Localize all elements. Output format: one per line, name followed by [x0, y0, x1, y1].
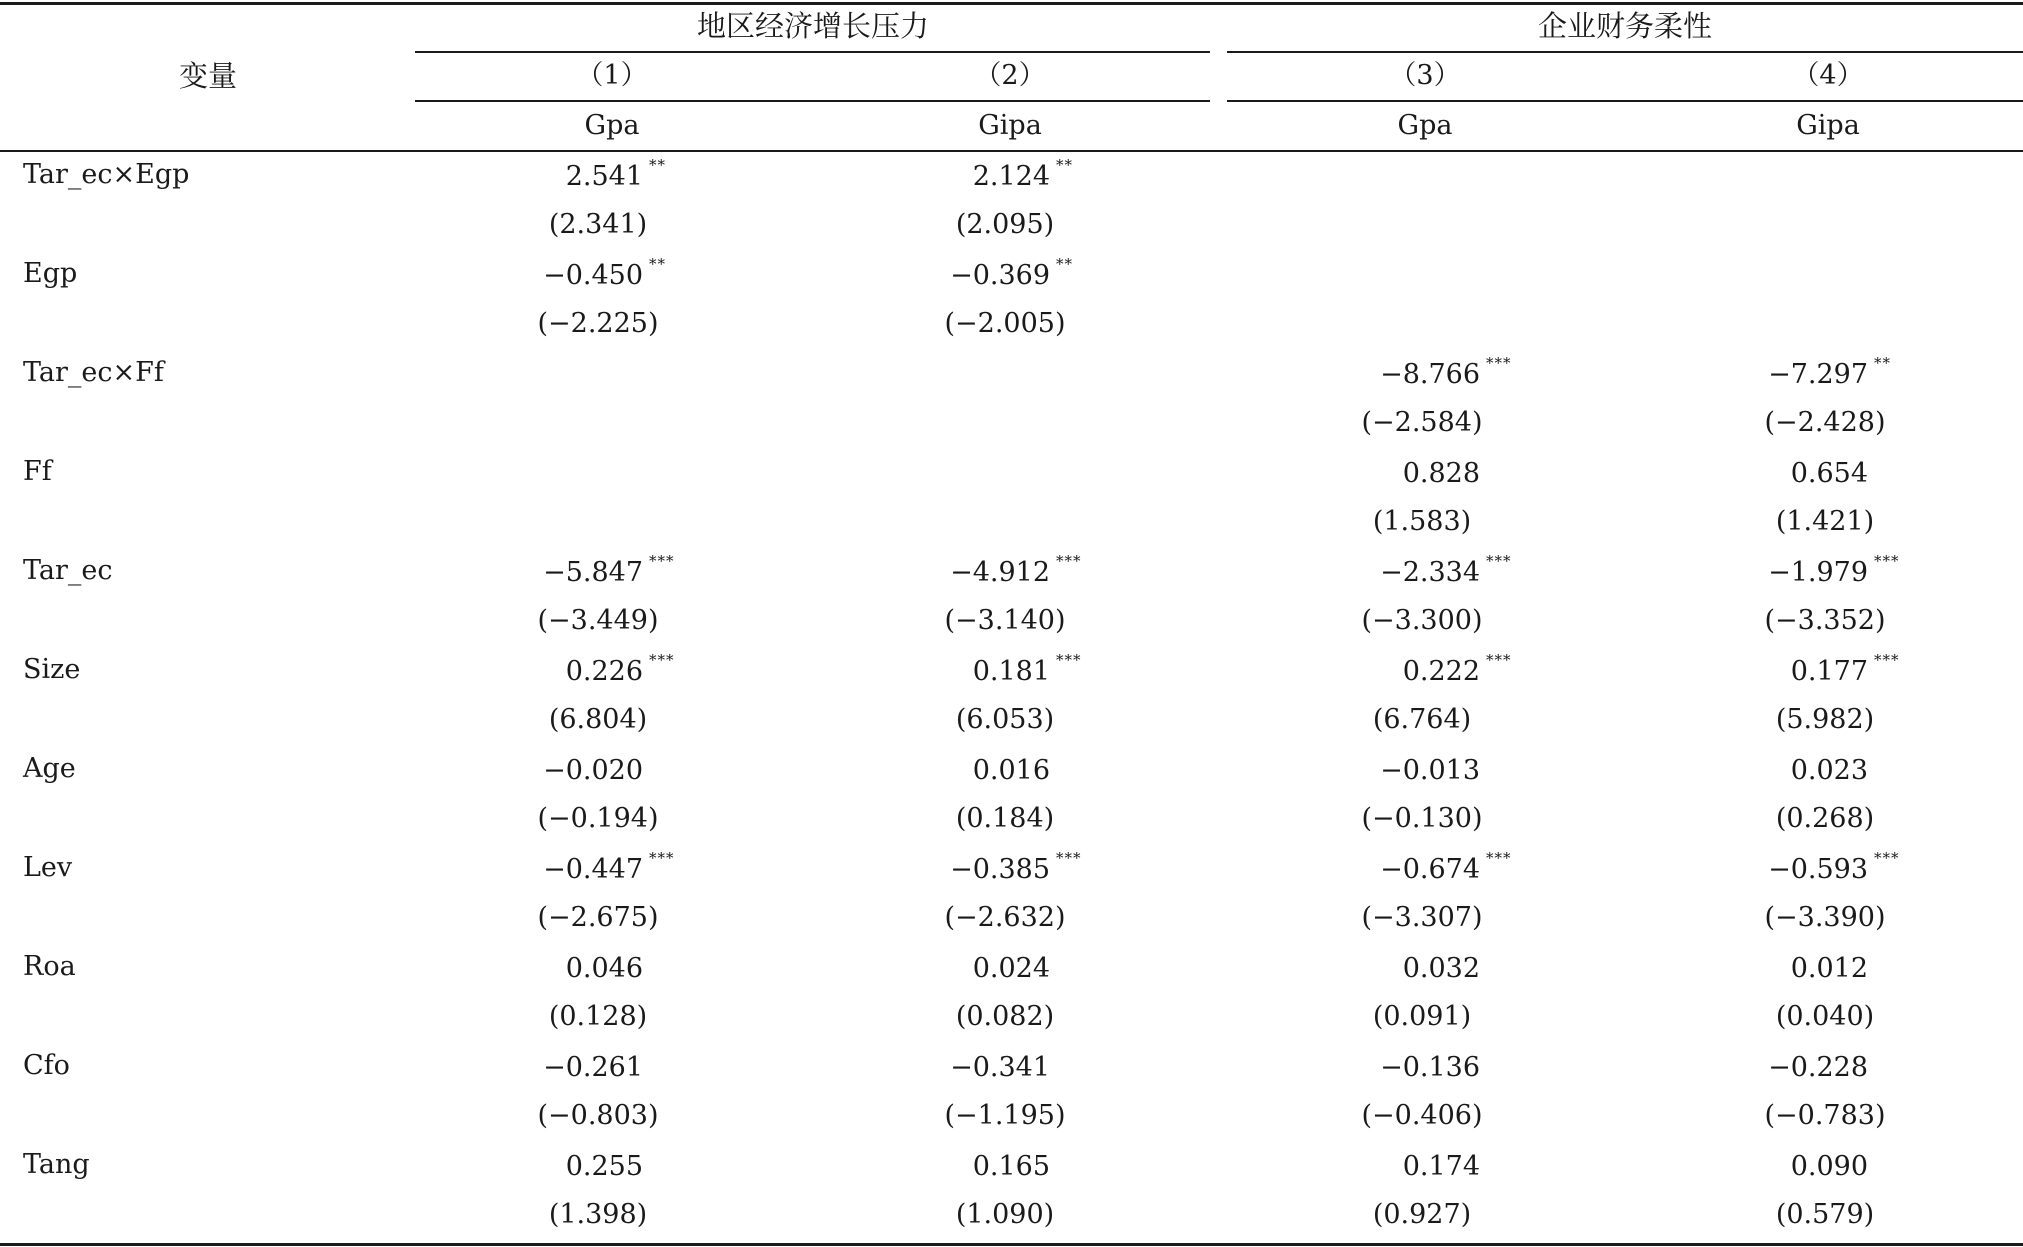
significance-stars: *** [1056, 849, 1082, 867]
t-statistic: (−2.428) [1764, 407, 1886, 438]
t-statistic: (−0.783) [1764, 1100, 1886, 1131]
significance-stars: *** [1486, 651, 1512, 669]
significance-stars: *** [1486, 552, 1512, 570]
row-label: Ff [23, 456, 52, 487]
coefficient: 0.226 [565, 656, 643, 687]
top-rule [0, 2, 2023, 5]
colnum-rule-left [415, 100, 1210, 102]
group-header-1: 地区经济增长压力 [696, 9, 930, 43]
bottom-rule [0, 1243, 2023, 1246]
t-statistic: (0.128) [548, 1001, 648, 1032]
coefficient: 2.541 [565, 161, 643, 192]
coefficient: −0.450 [543, 260, 643, 291]
significance-stars: *** [1486, 849, 1512, 867]
dependent-variable-2: Gipa [978, 110, 1042, 141]
coefficient: −7.297 [1768, 359, 1868, 390]
t-statistic: (6.053) [955, 704, 1055, 735]
coefficient: 0.046 [565, 953, 643, 984]
t-statistic: (−2.225) [537, 308, 659, 339]
column-number-1: （1） [576, 60, 648, 91]
significance-stars: *** [649, 849, 675, 867]
row-label: Egp [23, 258, 78, 289]
t-statistic: (−0.194) [537, 803, 659, 834]
dependent-variable-3: Gpa [1397, 110, 1453, 141]
t-statistic: (−3.307) [1361, 902, 1483, 933]
t-statistic: (2.095) [955, 209, 1055, 240]
group-rule-left [415, 51, 1210, 53]
t-statistic: (−2.675) [537, 902, 659, 933]
coefficient: −2.334 [1380, 557, 1480, 588]
coefficient: 0.654 [1790, 458, 1868, 489]
coefficient: 0.023 [1790, 755, 1868, 786]
coefficient: −0.385 [950, 854, 1050, 885]
header-bottom-rule [0, 150, 2023, 152]
coefficient: 2.124 [972, 161, 1050, 192]
significance-stars: *** [1874, 849, 1900, 867]
variable-header: 变量 [178, 59, 238, 93]
coefficient: −0.369 [950, 260, 1050, 291]
row-label: Lev [23, 852, 73, 883]
coefficient: −1.979 [1768, 557, 1868, 588]
coefficient: −0.136 [1380, 1052, 1480, 1083]
row-label: Tar_ec×Ff [23, 357, 164, 388]
coefficient: 0.016 [972, 755, 1050, 786]
row-label: Roa [23, 951, 76, 982]
t-statistic: (1.421) [1775, 506, 1875, 537]
coefficient: −0.593 [1768, 854, 1868, 885]
t-statistic: (6.764) [1372, 704, 1472, 735]
dependent-variable-1: Gpa [584, 110, 640, 141]
row-label: Tar_ec [23, 555, 113, 586]
t-statistic: (−0.406) [1361, 1100, 1483, 1131]
group-rule-right [1227, 51, 2023, 53]
coefficient: 0.165 [972, 1151, 1050, 1182]
significance-stars: *** [1874, 651, 1900, 669]
coefficient: 0.174 [1402, 1151, 1480, 1182]
coefficient: 0.090 [1790, 1151, 1868, 1182]
coefficient: −0.020 [543, 755, 643, 786]
t-statistic: (5.982) [1775, 704, 1875, 735]
significance-stars: ** [1056, 255, 1073, 273]
significance-stars: ** [649, 156, 666, 174]
row-label: Tar_ec×Egp [23, 159, 190, 190]
t-statistic: (−3.449) [537, 605, 659, 636]
coefficient: 0.181 [972, 656, 1050, 687]
t-statistic: (−0.803) [537, 1100, 659, 1131]
coefficient: −0.341 [950, 1052, 1050, 1083]
column-number-3: （3） [1389, 60, 1461, 91]
t-statistic: (0.268) [1775, 803, 1875, 834]
t-statistic: (1.583) [1372, 506, 1472, 537]
coefficient: 0.222 [1402, 656, 1480, 687]
significance-stars: *** [1056, 552, 1082, 570]
coefficient: −0.447 [543, 854, 643, 885]
coefficient: 0.828 [1402, 458, 1480, 489]
coefficient: −0.228 [1768, 1052, 1868, 1083]
t-statistic: (0.184) [955, 803, 1055, 834]
t-statistic: (−2.584) [1361, 407, 1483, 438]
coefficient: 0.032 [1402, 953, 1480, 984]
t-statistic: (−3.390) [1764, 902, 1886, 933]
t-statistic: (1.090) [955, 1199, 1055, 1230]
t-statistic: (−3.140) [944, 605, 1066, 636]
t-statistic: (6.804) [548, 704, 648, 735]
t-statistic: (0.082) [955, 1001, 1055, 1032]
row-label: Tang [23, 1149, 90, 1180]
dependent-variable-4: Gipa [1796, 110, 1860, 141]
coefficient: −0.261 [543, 1052, 643, 1083]
significance-stars: ** [649, 255, 666, 273]
t-statistic: (−3.352) [1764, 605, 1886, 636]
coefficient: −4.912 [950, 557, 1050, 588]
group-header-2: 企业财务柔性 [1537, 9, 1713, 43]
coefficient: −0.013 [1380, 755, 1480, 786]
t-statistic: (0.040) [1775, 1001, 1875, 1032]
t-statistic: (0.091) [1372, 1001, 1472, 1032]
coefficient: 0.255 [565, 1151, 643, 1182]
coefficient: 0.177 [1790, 656, 1868, 687]
t-statistic: (2.341) [548, 209, 648, 240]
coefficient: −8.766 [1380, 359, 1480, 390]
t-statistic: (−1.195) [944, 1100, 1066, 1131]
column-number-4: （4） [1792, 60, 1864, 91]
coefficient: −5.847 [543, 557, 643, 588]
t-statistic: (−0.130) [1361, 803, 1483, 834]
row-label: Age [23, 753, 76, 784]
row-label: Cfo [23, 1050, 70, 1081]
significance-stars: *** [649, 651, 675, 669]
t-statistic: (0.927) [1372, 1199, 1472, 1230]
row-label: Size [23, 654, 81, 685]
coefficient: −0.674 [1380, 854, 1480, 885]
significance-stars: ** [1874, 354, 1891, 372]
significance-stars: ** [1056, 156, 1073, 174]
coefficient: 0.024 [972, 953, 1050, 984]
t-statistic: (−2.632) [944, 902, 1066, 933]
significance-stars: *** [649, 552, 675, 570]
significance-stars: *** [1874, 552, 1900, 570]
colnum-rule-right [1227, 100, 2023, 102]
significance-stars: *** [1056, 651, 1082, 669]
t-statistic: (1.398) [548, 1199, 648, 1230]
column-number-2: （2） [974, 60, 1046, 91]
t-statistic: (−2.005) [944, 308, 1066, 339]
t-statistic: (0.579) [1775, 1199, 1875, 1230]
coefficient: 0.012 [1790, 953, 1868, 984]
significance-stars: *** [1486, 354, 1512, 372]
t-statistic: (−3.300) [1361, 605, 1483, 636]
